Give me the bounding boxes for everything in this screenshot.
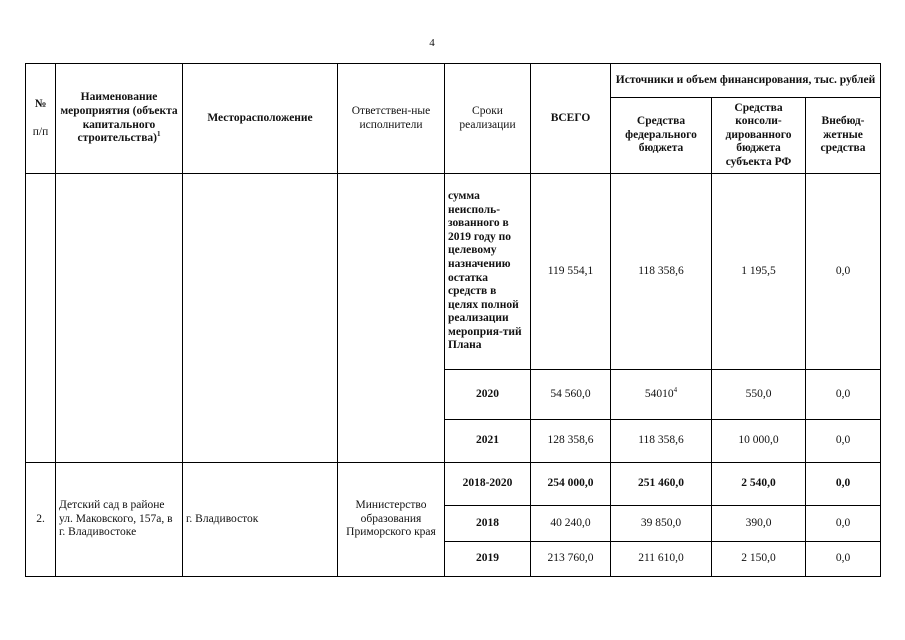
term-cell: 2020 xyxy=(445,370,531,420)
item2-name: Детский сад в районе ул. Маковского, 157а, в г. Владивостоке xyxy=(56,463,183,577)
extra-cell: 0,0 xyxy=(806,420,881,463)
extra-cell: 0,0 xyxy=(806,542,881,577)
federal-cell xyxy=(611,370,712,420)
cell-empty-executor xyxy=(338,174,445,463)
term-cell: 2019 xyxy=(445,542,531,577)
term-cell: 2021 xyxy=(445,420,531,463)
header-num xyxy=(26,64,56,174)
extra-cell: 0,0 xyxy=(806,506,881,542)
consolidated-cell: 390,0 xyxy=(712,506,806,542)
total-cell: 128 358,6 xyxy=(531,420,611,463)
financing-table xyxy=(25,63,881,577)
total-cell: 119 554,1 xyxy=(531,174,611,370)
header-row-1 xyxy=(26,64,881,98)
page-number: 4 xyxy=(429,37,435,49)
federal-cell: 251 460,0 xyxy=(611,463,712,506)
total-cell: 40 240,0 xyxy=(531,506,611,542)
term-cell: 2018 xyxy=(445,506,531,542)
cell-empty-location xyxy=(183,174,338,463)
federal-cell: 211 610,0 xyxy=(611,542,712,577)
term-cell: сумма неисполь-зованного в 2019 году по целевому назначению остатка средств в целях полной реализации мероприя-тий Плана xyxy=(445,174,531,370)
header-sources: Источники и объем финансирования, тыс. рублей xyxy=(611,64,881,98)
federal-value: 54010 xyxy=(644,387,674,400)
cell-empty-num xyxy=(26,174,56,463)
consolidated-cell: 10 000,0 xyxy=(712,420,806,463)
item2-executor: Министерство образования Приморского края xyxy=(338,463,445,577)
header-federal: Средства федерального бюджета xyxy=(611,98,712,174)
table-row xyxy=(26,174,881,370)
item2-num: 2. xyxy=(26,463,56,577)
header-total: ВСЕГО xyxy=(531,64,611,174)
item2-location: г. Владивосток xyxy=(183,463,338,577)
header-name-footnote: 1 xyxy=(157,130,161,139)
header-terms: Сроки реализации xyxy=(445,64,531,174)
cell-empty-name xyxy=(56,174,183,463)
total-cell: 254 000,0 xyxy=(531,463,611,506)
consolidated-cell: 2 150,0 xyxy=(712,542,806,577)
extra-cell: 0,0 xyxy=(806,463,881,506)
federal-cell: 39 850,0 xyxy=(611,506,712,542)
federal-footnote: 4 xyxy=(673,385,678,394)
header-consolidated: Средства консоли-дированного бюджета субъекта РФ xyxy=(712,98,806,174)
extra-cell: 0,0 xyxy=(806,174,881,370)
consolidated-cell: 1 195,5 xyxy=(712,174,806,370)
extra-cell: 0,0 xyxy=(806,370,881,420)
term-cell: 2018-2020 xyxy=(445,463,531,506)
header-name xyxy=(56,64,183,174)
header-location: Месторасположение xyxy=(183,64,338,174)
federal-cell: 118 358,6 xyxy=(611,174,712,370)
consolidated-cell: 2 540,0 xyxy=(712,463,806,506)
total-cell: 54 560,0 xyxy=(531,370,611,420)
header-executors: Ответствен-ные исполнители xyxy=(338,64,445,174)
header-name-text: Наименование мероприятия (объекта капитального строительства) xyxy=(60,91,178,145)
consolidated-cell: 550,0 xyxy=(712,370,806,420)
total-cell: 213 760,0 xyxy=(531,542,611,577)
table-row xyxy=(26,463,881,506)
header-extra: Внебюд-жетные средства xyxy=(806,98,881,174)
federal-cell: 118 358,6 xyxy=(611,420,712,463)
header-num-sign: № xyxy=(34,97,47,110)
header-num-pp: п/п xyxy=(32,125,49,138)
